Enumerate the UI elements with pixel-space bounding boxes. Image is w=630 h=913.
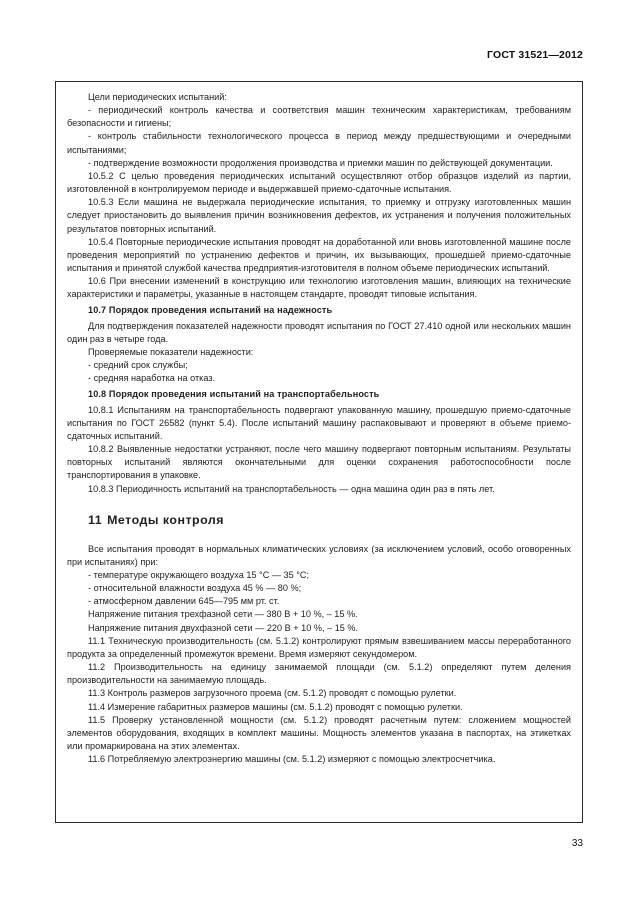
heading-10-7: 10.7 Порядок проведения испытаний на надежность — [88, 305, 333, 315]
clause-10-5-3: 10.5.3 Если машина не выдержала периодические испытания, то приемку и отгрузку изготовленных машин следует приостановить до выявления причин возникновения дефектов, их устранения и получения положительных результатов повторных испытаний. — [67, 197, 571, 234]
paragraph-reliability-confirmation: Для подтверждения показателей надежности проводят испытания по ГОСТ 27.410 одной или нескольких машин один раз в четыре года. — [67, 320, 571, 344]
paragraph-two-phase-voltage: Напряжение питания двухфазной сети — 220 В + 10 %, – 15 %. — [88, 622, 359, 633]
clause-11-6: 11.6 Потребляемую электроэнергию машины (см. 5.1.2) измеряют с помощью электросчетчика. — [88, 754, 496, 765]
body-text-column — [67, 91, 571, 766]
section-heading-11 — [67, 512, 571, 528]
paragraph-three-phase-voltage: Напряжение питания трехфазной сети — 380 В + 10 %, – 15 %. — [88, 609, 358, 620]
clause-11-5: 11.5 Проверку установленной мощности (см. 5.1.2) проводят расчетным путем: сложением мощностей элементов оборудования, входящих в комплект машины. Мощность элементов указана в паспортах, на этикетках или промаркирована на этих элементах. — [67, 714, 571, 752]
list-item-average-service-life: - средний срок службы; — [88, 360, 188, 371]
list-item-relative-humidity: - относительной влажности воздуха 45 % — 80 %; — [88, 583, 302, 594]
section-number-11: 11 — [88, 512, 103, 527]
running-head-standard-number: ГОСТ 31521—2012 — [487, 49, 583, 61]
paragraph-reliability-indicators: Проверяемые показатели надежности: — [88, 346, 254, 357]
list-item-process-stability: - контроль стабильности технологического процесса в период между предшествующими и очередными испытаниями; — [67, 131, 571, 155]
paragraph-purpose-intro: Цели периодических испытаний: — [88, 92, 227, 102]
clause-11-4: 11.4 Измерение габаритных размеров машины (см. 5.1.2) проводят с помощью рулетки. — [88, 701, 463, 712]
list-item-atmospheric-pressure: - атмосферном давлении 645—795 мм рт. ст. — [88, 596, 280, 607]
clause-10-5-4: 10.5.4 Повторные периодические испытания проводят на доработанной или вновь изготовленной машине после проведения мероприятий по устранению дефектов и причин, их вызывающих, прошедшей приемо-сдаточные испытания и принятой службой качества предприятия-изготовителя в полном объеме периодических испытаний. — [67, 236, 571, 274]
clause-11-2: 11.2 Производительность на единицу занимаемой площади (см. 5.1.2) определяют путем деления производительности на занимаемую площадь. — [67, 662, 571, 686]
clause-11-3: 11.3 Контроль размеров загрузочного проема (см. 5.1.2) проводят с помощью рулетки. — [88, 688, 457, 699]
clause-10-5-2: 10.5.2 С целью проведения периодических испытаний осуществляют отбор образцов изделий из партии, изготовленной в контролируемом периоде и выдержавшей приемо-сдаточные испытания. — [67, 170, 571, 195]
page-text-frame — [55, 81, 583, 823]
clause-10-6: 10.6 При внесении изменений в конструкцию или технологию изготовления машин, влияющих на технические характеристики и параметры, указанные в настоящем стандарте, проводят типовые испытания. — [67, 276, 571, 300]
list-item-quality-control: - периодический контроль качества и соответствия машин техническим характеристикам, требованиям безопасности и гигиены; — [67, 105, 571, 129]
list-item-ambient-temperature: - температуре окружающего воздуха 15 °С — 35 °С; — [88, 570, 310, 580]
clause-10-8-2: 10.8.2 Выявленные недостатки устраняют, после чего машину подвергают повторным испытаниям. Результаты повторных испытаний являются окончательными для оценки сохранения работоспособности после транспортирования в упаковке. — [67, 444, 571, 481]
paragraph-normal-climatic-conditions: Все испытания проводят в нормальных климатических условиях (за исключением условий, особо оговоренных при испытаниях) при: — [67, 543, 571, 567]
heading-10-8: 10.8 Порядок проведения испытаний на транспортабельность — [88, 388, 380, 399]
section-title-11: Методы контроля — [107, 512, 224, 527]
clause-10-8-3: 10.8.3 Периодичность испытаний на транспортабельность — одна машина один раз в пять лет. — [88, 483, 495, 494]
clause-11-1: 11.1 Техническую производительность (см. 5.1.2) контролируют прямым взвешиванием массы переработанного продукта за определенный промежуток времени. Время измеряют секундомером. — [67, 635, 571, 659]
list-item-production-confirmation: - подтверждение возможности продолжения производства и приемки машин по действующей документации. — [88, 157, 553, 168]
page-number: 33 — [571, 838, 583, 849]
list-item-mean-time-between-failures: - средняя наработка на отказ. — [88, 373, 216, 384]
clause-10-8-1: 10.8.1 Испытаниям на транспортабельность подвергают упакованную машину, прошедшую приемо-сдаточные испытания по ГОСТ 26582 (пункт 5.4). После испытаний машину распаковывают и проверяют в объеме приемо-сдаточных испытаний. — [67, 404, 571, 441]
